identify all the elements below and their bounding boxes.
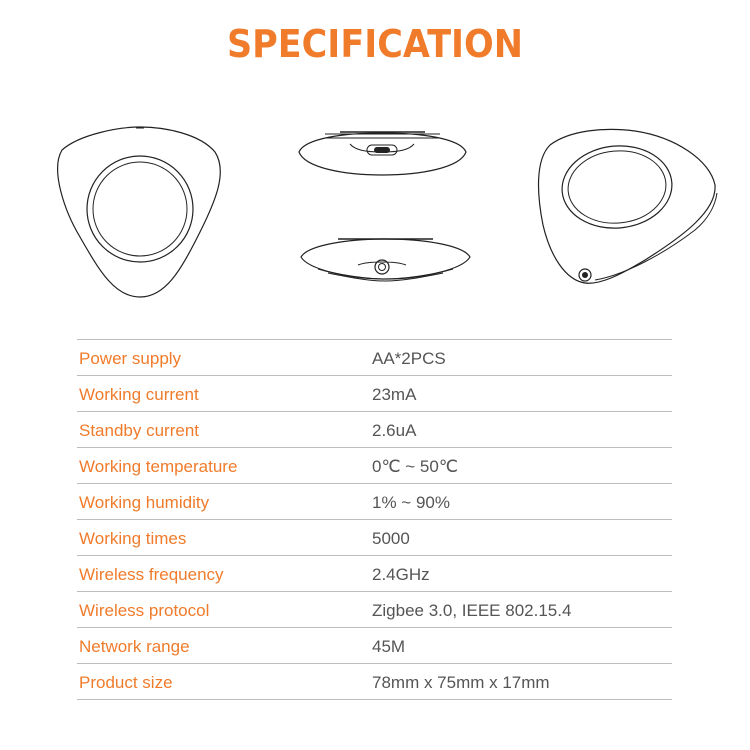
front-view-drawing bbox=[50, 122, 230, 302]
spec-row bbox=[77, 484, 672, 520]
product-drawings bbox=[0, 110, 750, 310]
spec-table bbox=[77, 339, 672, 700]
bottom-side-view-drawing bbox=[298, 235, 473, 285]
spec-label: Standby current bbox=[79, 421, 200, 440]
page-title: SPECIFICATION bbox=[226, 22, 524, 66]
spec-value: 1% ~ 90% bbox=[372, 493, 450, 512]
spec-row bbox=[77, 664, 672, 700]
spec-row bbox=[77, 628, 672, 664]
spec-row bbox=[77, 448, 672, 484]
spec-row bbox=[77, 592, 672, 628]
spec-row bbox=[77, 556, 672, 592]
spec-value: 0℃ ~ 50℃ bbox=[372, 457, 458, 476]
spec-row bbox=[77, 340, 672, 376]
angled-view-drawing bbox=[535, 125, 720, 290]
spec-label: Power supply bbox=[79, 349, 182, 368]
spec-value: 5000 bbox=[372, 529, 410, 548]
spec-value: 78mm x 75mm x 17mm bbox=[372, 673, 550, 692]
spec-label: Working current bbox=[79, 385, 199, 404]
spec-value: 2.4GHz bbox=[372, 565, 430, 584]
top-side-view-drawing bbox=[295, 130, 470, 180]
spec-row bbox=[77, 520, 672, 556]
spec-label: Wireless frequency bbox=[79, 565, 224, 584]
spec-label: Product size bbox=[79, 673, 173, 692]
spec-value: Zigbee 3.0, IEEE 802.15.4 bbox=[372, 601, 572, 620]
spec-label: Wireless protocol bbox=[79, 601, 210, 620]
spec-label: Working times bbox=[79, 529, 187, 548]
spec-value: 2.6uA bbox=[372, 421, 417, 440]
spec-row bbox=[77, 376, 672, 412]
spec-value: AA*2PCS bbox=[372, 349, 446, 368]
spec-label: Working humidity bbox=[79, 493, 210, 512]
spec-value: 23mA bbox=[372, 385, 417, 404]
spec-row bbox=[77, 412, 672, 448]
spec-label: Working temperature bbox=[79, 457, 238, 476]
spec-label: Network range bbox=[79, 637, 190, 656]
spec-value: 45M bbox=[372, 637, 406, 656]
